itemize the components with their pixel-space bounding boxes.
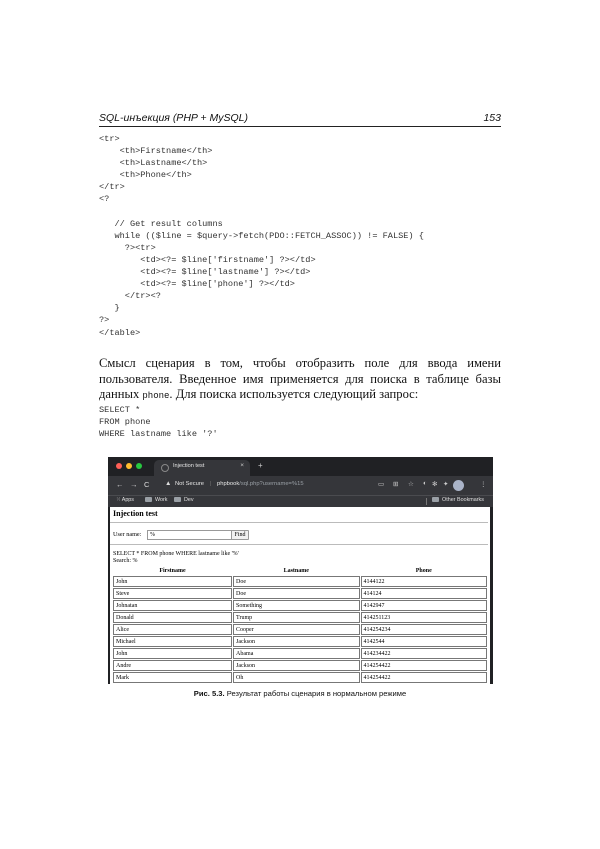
code-listing-sql — [99, 404, 218, 440]
table-cell: 4142947 — [361, 600, 488, 611]
warning-icon: ▲ — [165, 480, 172, 487]
folder-icon — [174, 497, 181, 502]
table-cell: Donald — [113, 612, 232, 623]
column-header: Phone — [415, 568, 432, 574]
table-cell: 4142544 — [361, 636, 488, 647]
bookmark-dev[interactable]: Dev — [174, 497, 194, 503]
address-bar[interactable] — [162, 479, 372, 492]
forward-button[interactable]: → — [130, 480, 138, 489]
column-header: Firstname — [159, 568, 186, 574]
table-cell: Andre — [113, 660, 232, 671]
table-cell: 414251123 — [361, 612, 488, 623]
code-listing-php — [99, 133, 424, 339]
code-line: ?><tr> — [99, 242, 156, 253]
url-text — [217, 481, 304, 487]
inline-code: phone — [142, 391, 170, 402]
code-line: while (($line = $query->fetch(PDO::FETCH_ASSOC)) != FALSE) { — [99, 230, 424, 241]
table-row — [113, 660, 487, 671]
bookmark-apps[interactable]: ⁙ Apps — [116, 497, 135, 503]
code-line: ?> — [99, 315, 110, 326]
code-line: </table> — [99, 327, 141, 338]
table-cell: 414254234 — [361, 624, 488, 635]
url-host: phpbook — [217, 481, 240, 487]
code-line: <td><?= $line['phone'] ?></td> — [99, 279, 295, 290]
tab-title: Injection test — [173, 463, 205, 469]
code-line: <tr> — [99, 134, 120, 144]
table-row — [113, 672, 487, 683]
table-row — [113, 624, 487, 635]
page-heading: Injection test — [113, 509, 158, 518]
loading-icon — [161, 464, 169, 472]
code-line: <? — [99, 194, 110, 205]
search-text: Search: % — [113, 558, 138, 564]
query-text: SELECT * FROM phone WHERE lastname like '%' — [113, 551, 239, 557]
table-cell: Cooper — [233, 624, 359, 635]
code-line: // Get result columns — [99, 218, 223, 229]
web-page — [110, 507, 490, 684]
browser-window — [108, 457, 493, 684]
table-row — [113, 600, 487, 611]
puzzle-icon[interactable]: ✦ — [443, 481, 449, 488]
close-window-button[interactable] — [116, 463, 122, 469]
code-line: </tr> — [99, 182, 125, 193]
table-cell: Jackson — [233, 636, 359, 647]
browser-toolbar — [108, 476, 493, 495]
code-line: SELECT * — [99, 405, 141, 415]
code-line: <td><?= $line['lastname'] ?></td> — [99, 267, 311, 278]
table-cell: Jackson — [233, 660, 359, 671]
results-table — [112, 566, 488, 684]
maximize-window-button[interactable] — [136, 463, 142, 469]
cast-icon[interactable]: ▭ — [378, 481, 385, 488]
folder-icon — [145, 497, 152, 502]
table-header-row — [113, 567, 487, 575]
minimize-window-button[interactable] — [126, 463, 132, 469]
code-line: <th>Firstname</th> — [99, 146, 213, 157]
table-row — [113, 576, 487, 587]
caption-text: Результат работы сценария в нормальном режиме — [226, 689, 407, 698]
back-button[interactable]: ← — [116, 480, 124, 489]
page-number: 153 — [483, 112, 501, 124]
more-menu-icon[interactable]: ⋮ — [480, 481, 487, 488]
paragraph-text: Смысл сценария в том, чтобы отобразить поле для ввода имени пользователя. Введенное имя применяется для поиска в таблице базы данных — [99, 356, 501, 402]
table-cell: Mark — [113, 672, 232, 683]
caption-label: Рис. 5.3. — [193, 689, 225, 698]
table-cell: Michael — [113, 636, 232, 647]
profile-avatar[interactable] — [453, 480, 464, 491]
table-row — [113, 612, 487, 623]
table-cell: Steve — [113, 588, 232, 599]
address-separator: | — [210, 481, 212, 487]
qr-code-icon[interactable]: ⊞ — [393, 481, 399, 488]
table-cell: Johnatan — [113, 600, 232, 611]
table-row — [113, 636, 487, 647]
divider — [110, 522, 488, 523]
table-cell: 4144122 — [361, 576, 488, 587]
tab-bar — [108, 457, 493, 476]
tab-injection-test[interactable] — [154, 460, 250, 476]
table-cell: 414254422 — [361, 672, 488, 683]
folder-icon — [432, 497, 439, 502]
extension-icon[interactable]: ◐ — [423, 480, 427, 487]
apps-grid-icon: ⁙ — [116, 497, 122, 503]
code-line: } — [99, 303, 120, 314]
code-line — [99, 206, 424, 218]
running-header — [99, 112, 501, 127]
chapter-title: SQL-инъекция (PHP + MySQL) — [99, 112, 248, 124]
code-line: WHERE lastname like '?' — [99, 429, 218, 440]
divider — [110, 544, 488, 545]
bookmarks-bar — [108, 495, 493, 507]
table-cell: Doe — [233, 576, 359, 587]
bookmarks-divider — [426, 498, 427, 505]
tab-close-icon[interactable]: × — [240, 462, 244, 469]
code-line: <th>Phone</th> — [99, 170, 192, 181]
table-cell: Alice — [113, 624, 232, 635]
new-tab-button[interactable]: + — [258, 461, 263, 470]
body-paragraph — [99, 356, 501, 405]
table-cell: Doe — [233, 588, 359, 599]
username-input[interactable]: % — [147, 530, 233, 540]
bookmark-work[interactable]: Work — [145, 497, 167, 503]
code-line: <td><?= $line['firstname'] ?></td> — [99, 254, 316, 265]
table-cell: John — [113, 576, 232, 587]
settings-icon[interactable]: ✻ — [432, 481, 438, 488]
code-line: </tr><? — [99, 291, 161, 302]
find-button[interactable]: Find — [231, 530, 249, 540]
table-row — [113, 648, 487, 659]
table-cell: Something — [233, 600, 359, 611]
column-header: Lastname — [283, 568, 309, 574]
reload-button[interactable]: C — [144, 480, 150, 489]
table-cell: 414254422 — [361, 660, 488, 671]
bookmark-other[interactable]: Other Bookmarks — [432, 497, 484, 503]
code-line: FROM phone — [99, 417, 151, 428]
table-row — [113, 588, 487, 599]
paragraph-text: . Для поиска используется следующий запрос: — [169, 387, 419, 402]
username-label: User name: — [113, 531, 142, 538]
url-path: /sql.php?username=%15 — [239, 481, 304, 487]
table-cell: 414234422 — [361, 648, 488, 659]
figure-caption — [0, 689, 600, 698]
table-cell: Abama — [233, 648, 359, 659]
table-cell: 414124 — [361, 588, 488, 599]
table-cell: Trump — [233, 612, 359, 623]
table-cell: John — [113, 648, 232, 659]
security-label: Not Secure — [175, 481, 204, 487]
code-line: <th>Lastname</th> — [99, 158, 208, 169]
star-icon[interactable]: ☆ — [408, 481, 414, 488]
table-cell: Oh — [233, 672, 359, 683]
